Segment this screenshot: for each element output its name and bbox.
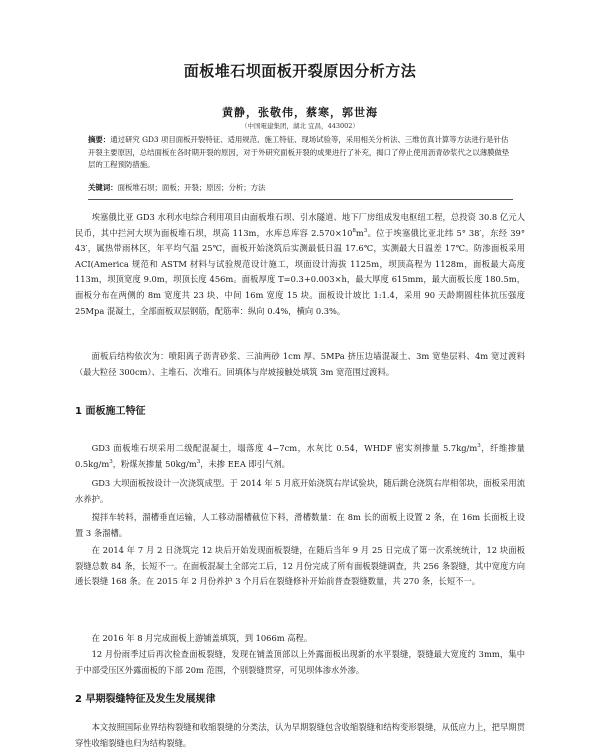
abstract	[88, 134, 513, 172]
keywords-label: 关键词：	[88, 183, 118, 192]
keywords-text: 面板堆石坝；面板；开裂；原因；分析；方法	[117, 183, 266, 192]
abstract-label: 摘要：	[88, 135, 111, 144]
section-1-paragraph-3: 搅拌车转料，溜槽垂直运输，人工移动溜槽截位下料，滑槽数量：在 8m 长的面板上设置 2 条，在 16m 长面板上设置 3 条溜槽。	[75, 512, 525, 538]
section-1-paragraph-6: 12 月份雨季过后再次检查面板裂缝，发现在铺盖顶部以上外露面板出现新的水平裂缝，裂缝最大宽度约 3mm，集中于中部受压区外露面板的下部 20m 范围，个别裂缝贯穿，可见坝体渗水外渗。	[75, 649, 525, 675]
section-1-paragraph-1: GD3 面板堆石坝采用二级配混凝土，塌落度 4~7cm，水灰比 0.54，WHDF 密实剂掺量 $5.7kg/m^3$，纤维掺量 $0.5kg/m^3$，粉煤灰掺量 $50kg/m^3$，未掺 EEA 即引气剂。	[75, 443, 525, 469]
section-2-paragraph-1: 本文按照国际业界结构裂缝和收缩裂缝的分类法，认为早期裂缝包含收缩裂缝和结构变形裂缝，从低应力上，把早期贯穿性收缩裂缝也归为结构裂缝。	[75, 722, 525, 748]
authors: 黄静，张敬伟，蔡寒，郭世海	[222, 106, 378, 119]
section-2-heading: 2 早期裂缝特征及发生发展规律	[75, 694, 216, 705]
section-1-paragraph-5: 在 2016 年 8 月完成面板上游铺盖填筑，到 1066m 高程。	[91, 633, 313, 643]
section-1-paragraph-4: 在 2014 年 7 月 2 日浇筑完 12 块后开始发现面板裂缝，在随后当年 9 月 25 日完成了第一次系统统计，12 块面板裂缝总数 84 条，长短不一。在面板混凝土全部完工后，12 月份完成了所有面板裂缝调查，共 256 条裂缝，其中宽度方向通长裂缝 168 条。在 2015 年 2 月份养护 3 个月后在裂缝修补开始前普查裂缝数量，共 270 条，长短不一。	[75, 545, 525, 587]
paper-title: 面板堆石坝面板开裂原因分析方法	[183, 62, 417, 80]
keywords	[88, 182, 513, 194]
affiliation: （中国電建集团，湖北 宜昌，443002）	[241, 122, 359, 130]
header-divider	[88, 199, 513, 200]
section-1-paragraph-2: GD3 大坝面板按设计一次浇筑成型。于 2014 年 5 月底开始浇筑右岸试验块，随后跳仓浇筑右岸相邻块，面板采用流水养护。	[75, 478, 525, 504]
intro-paragraph-2: 面板后结构依次为：喷阳离子沥青砂浆、三油两砂 1cm 厚、5MPa 挤压边墙混凝土、3m 宽垫层料、4m 宽过渡料（最大粒径 300cm）、主堆石、次堆石。回填体与岸坡接触处填筑 3m 宽范围过渡料。	[75, 351, 525, 377]
intro-paragraph-1: 埃塞俄比亚 GD3 水利水电综合利用项目由面板堆石坝、引水隧道、地下厂房组成发电枢纽工程，总投资 30.8 亿元人民币，其中拦河大坝为面板堆石坝，坝高 113m，水库总库容 $2.570\times 10^8m^3$。位于埃塞俄比亚北纬 5° 38′，东经 39° 43′，属热带雨林区，年平均气温 25℃，面板开始浇筑后实测最低日温 17.6℃，实测最大日温差 17℃。防渗面板采用 ACI(America 规范和 ASTM 材料与试验规范设计施工，坝面设计海拔 1125m，坝顶高程为 1128m，面板最大高度 113m，坝顶宽度 9.0m，坝顶长度 456m。面板厚度 T=0.3+0.003×h，最大厚度 615mm，最大面板长度 180.5m，面板分布在两侧的 8m 宽度共 23 块、中间 16m 宽度 15 块。面板设计坡比 1:1.4，采用 90 天龄期圆柱体抗压强度 25Mpa 混凝土，全部面板双层钢筋，配筋率：纵向 0.4%，横向 0.3%。	[75, 212, 525, 316]
section-1-heading: 1 面板施工特征	[75, 406, 146, 417]
abstract-text: 通过研究 GD3 项目面板开裂特征、适用规范、施工特征、现场试验等，采用相关分析法、三维仿真计算等方法进行是针估开裂主要原因，总结面板在各时期开裂的原因，对于外研究面板开裂的成果进行了补充，揭口了停止使用沥青砂浆代之以薄膜做垫层的工程预防措施。	[88, 135, 510, 169]
